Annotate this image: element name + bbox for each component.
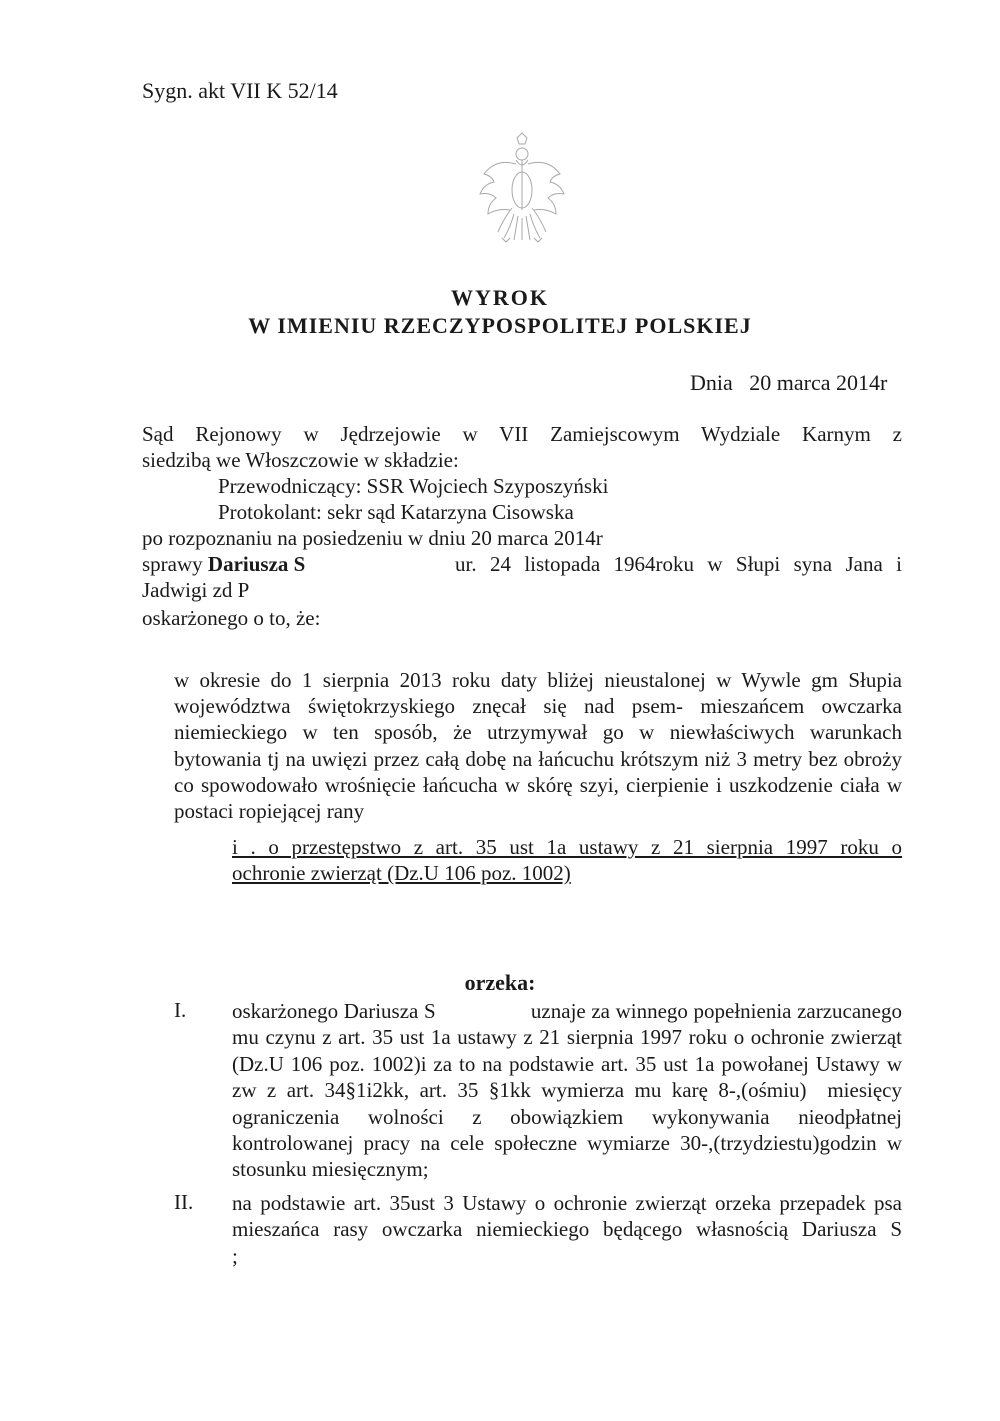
court-line-7: Jadwigi zd P xyxy=(142,578,250,602)
court-line-8: oskarżonego o to, że: xyxy=(142,606,321,630)
court-line-1: Sąd Rejonowy w Jędrzejowie w VII Zamiejscowym Wydziale Karnym z xyxy=(142,422,902,446)
legal-qualification-line-1: i . o przestępstwo z art. 35 ust 1a ustawy z 21 sierpnia 1997 roku o xyxy=(232,835,902,859)
case-prefix: sprawy xyxy=(142,552,208,576)
court-line-5: po rozpoznaniu na posiedzeniu w dniu 20 marca 2014r xyxy=(142,526,603,550)
ruling-heading: orzeka: xyxy=(464,970,536,995)
ruling-point-number: I. xyxy=(174,998,187,1022)
court-line-2: siedzibą we Włoszczowie w składzie: xyxy=(142,448,459,472)
polish-eagle-emblem-icon xyxy=(462,130,582,250)
court-clerk: Protokolant: sekr sąd Katarzyna Cisowska xyxy=(218,500,574,524)
legal-qualification-line-2: ochronie zwierząt (Dz.U 106 poz. 1002) xyxy=(232,861,571,885)
judgment-date: Dnia 20 marca 2014r xyxy=(690,370,888,395)
case-line xyxy=(142,551,305,577)
document-title: WYROK xyxy=(451,285,549,310)
document-subtitle: W IMIENIU RZECZYPOSPOLITEJ POLSKIEJ xyxy=(248,313,752,338)
ruling-point-number: II. xyxy=(174,1190,194,1214)
ruling-point-text: na podstawie art. 35ust 3 Ustawy o ochronie zwierząt orzeka przepadek psa mieszańca rasy owczarka niemieckiego będącego własnością Dariusza S ; xyxy=(232,1191,986,1268)
case-suffix: ur. 24 listopada 1964roku w Słupi syna Jana i xyxy=(455,552,902,576)
ruling-point-text: oskarżonego Dariusza S uznaje za winnego popełnienia zarzucanego mu czynu z art. 35 ust 1a ustawy z 21 sierpnia 1997 roku o ochronie zwierząt (Dz.U 106 poz. 1002)i za to na podstawie art. 35 ust 1a powołanej Ustawy w zw z art. 34§1i2kk, art. 35 §1kk wymierza mu karę 8-,(ośmiu) miesięcy ograniczenia wolności z obowiązkiem wykonywania nieodpłatnej kontrolowanej pracy na cele społeczne wymiarze 30-,(trzydziestu)godzin w stosunku miesięcznym; xyxy=(232,999,908,1182)
case-reference: Sygn. akt VII K 52/14 xyxy=(142,78,338,103)
charge-description: w okresie do 1 sierpnia 2013 roku daty bliżej nieustalonej w Wywle gm Słupia województwa świętokrzyskiego znęcał się nad psem- mieszańcem owczarka niemieckiego w ten sposób, że utrzymywał go w niewłaściwych warunkach bytowania tj na uwięzi przez całą dobę na łańcuchu krótszym niż 3 metry bez obroży co spowodowało wrośnięcie łańcucha w skórę szyi, cierpienie i uszkodzenie ciała w postaci ropiejącej rany xyxy=(174,668,902,824)
presiding-judge: Przewodniczący: SSR Wojciech Szyposzyński xyxy=(218,474,609,498)
defendant-name: Dariusza S xyxy=(207,552,306,576)
